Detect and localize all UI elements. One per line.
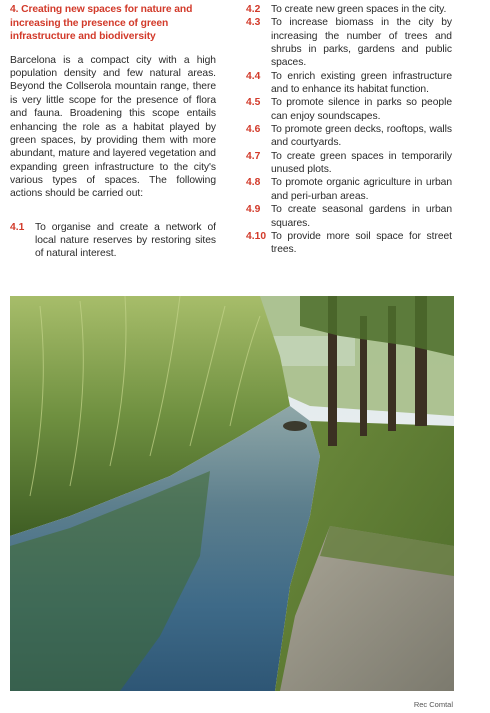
action-number: 4.4: [246, 70, 261, 82]
section-intro-paragraph: Barcelona is a compact city with a high population density and few natural areas. Beyond the Collserola mountain range, there is very little scope for the presence of flora and fauna. Broadening this scope entails enhancing the role as a habitat played by green spaces, by providing them with more abundant, mature and layered vegetation and expanding green infrastructure to the city's various types of spaces. The following actions should be carried out:: [10, 54, 216, 200]
stream-photo: [10, 296, 454, 691]
action-text: To increase biomass in the city by increasing the number of trees and shrubs in parks, gardens and public spaces.: [271, 17, 452, 69]
action-number: 4.1: [10, 221, 25, 233]
left-column: [10, 3, 216, 261]
action-number: 4.6: [246, 124, 261, 136]
right-column: [246, 3, 452, 257]
action-item-4-10: [246, 230, 452, 257]
action-text: To promote silence in parks so people can enjoy soundscapes.: [271, 97, 452, 122]
action-text: To provide more soil space for street trees.: [271, 230, 452, 256]
action-item-4-8: [246, 176, 452, 203]
action-number: 4.7: [246, 150, 261, 162]
action-number: 4.9: [246, 204, 261, 216]
action-text: To enrich existing green infrastructure and to enhance its habitat function.: [271, 70, 452, 96]
action-text: To create seasonal gardens in urban squares.: [271, 204, 452, 229]
action-number: 4.8: [246, 177, 261, 189]
action-item-4-1: [10, 221, 216, 261]
action-number: 4.2: [246, 4, 261, 15]
action-text: To create green spaces in temporarily unused plots.: [271, 150, 452, 176]
action-item-4-3: [246, 16, 452, 69]
action-number: 4.5: [246, 97, 261, 109]
photo-credit: Rec Comtal: [413, 700, 453, 709]
action-text: To promote organic agriculture in urban and peri-urban areas.: [271, 177, 452, 202]
stream-photo-illustration: [10, 296, 454, 691]
section-heading: 4. Creating new spaces for nature and increasing the presence of green infrastructure and biodiversity: [10, 4, 193, 43]
action-item-4-5: [246, 96, 452, 123]
action-number: 4.3: [246, 17, 261, 29]
action-item-4-2: [246, 3, 452, 16]
action-text: To organise and create a network of local nature reserves by restoring sites of natural interest.: [35, 221, 216, 260]
action-text: To promote green decks, rooftops, walls and courtyards.: [271, 124, 452, 149]
action-text: To create new green spaces in the city.: [271, 4, 447, 15]
action-item-4-7: [246, 150, 452, 177]
action-item-4-6: [246, 123, 452, 150]
action-item-4-9: [246, 203, 452, 230]
action-number: 4.10: [246, 230, 267, 242]
action-item-4-4: [246, 70, 452, 97]
